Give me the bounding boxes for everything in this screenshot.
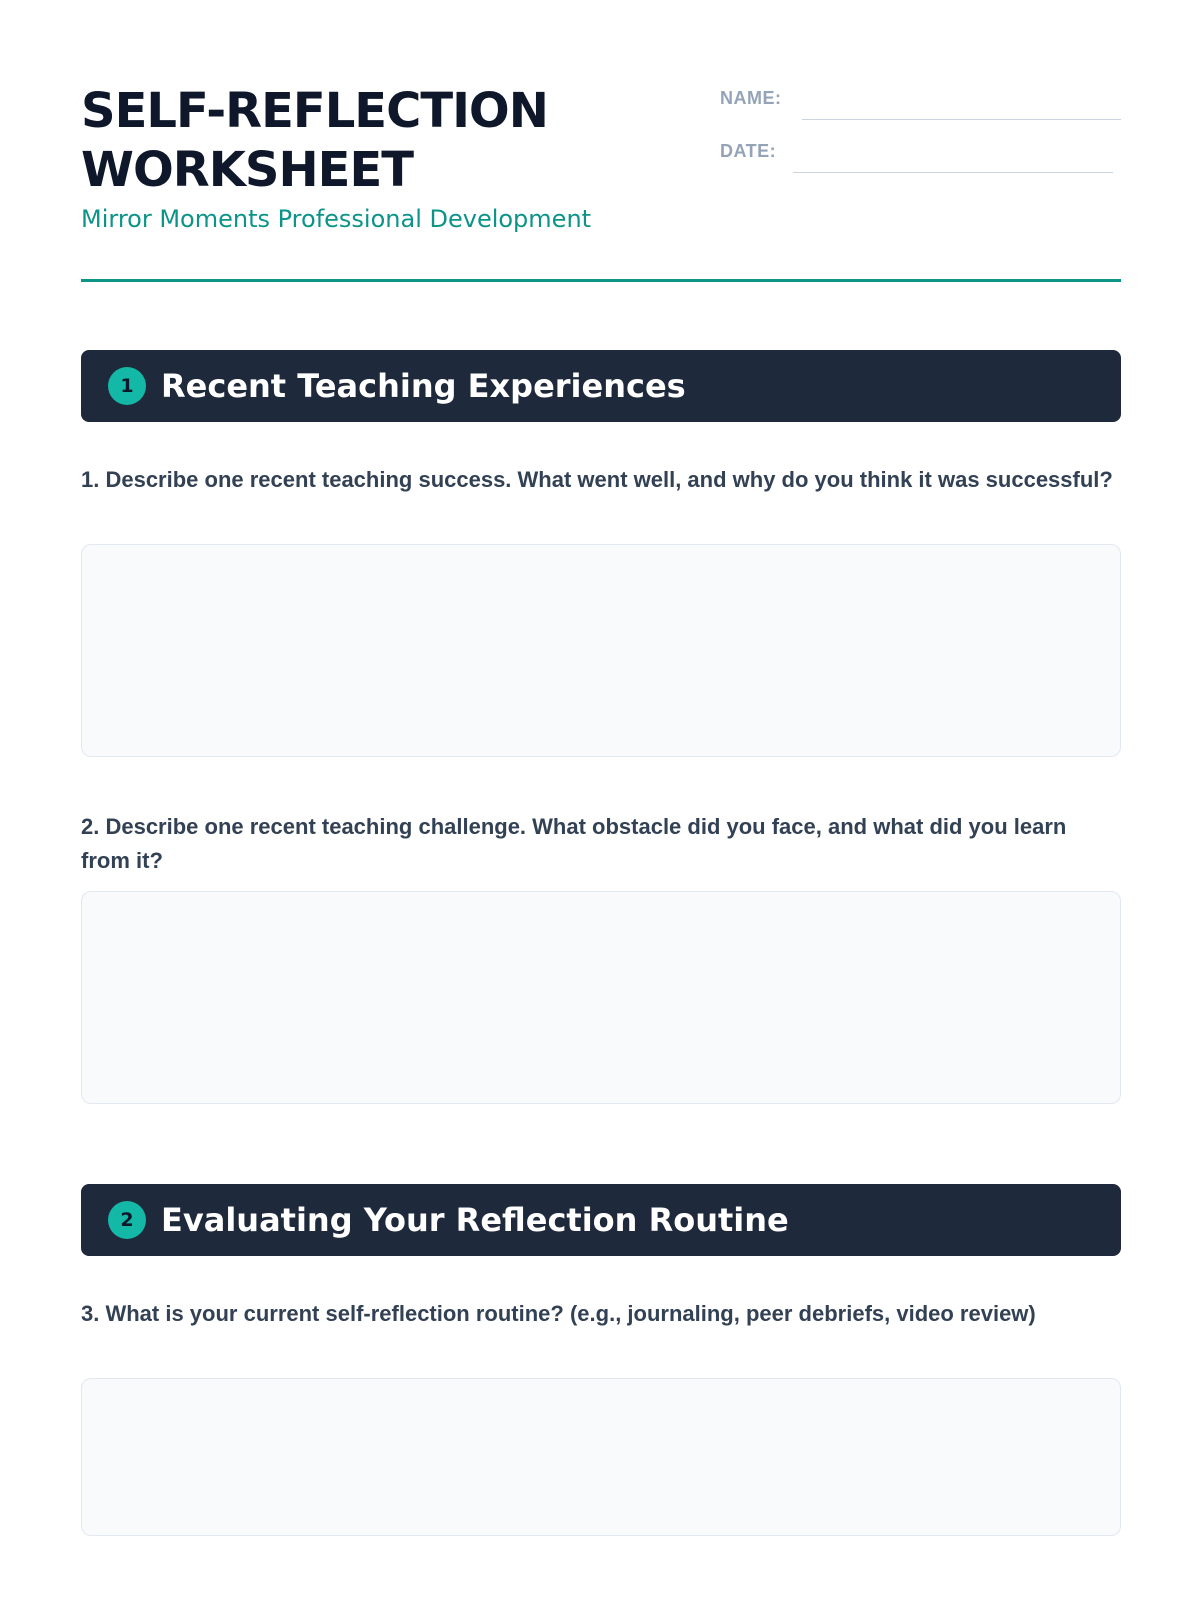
page-title xyxy=(81,82,641,200)
question-1: 1. Describe one recent teaching success. What went well, and why do you think it was successful? xyxy=(81,467,1113,492)
answer-box-3[interactable] xyxy=(81,1378,1121,1536)
worksheet-header xyxy=(81,82,1121,282)
question-2: 2. Describe one recent teaching challenge. What obstacle did you face, and what did you learn from it? xyxy=(81,814,1067,873)
title-line-1: SELF-REFLECTION xyxy=(81,83,548,139)
worksheet-page xyxy=(81,0,1121,1600)
answer-box-2[interactable] xyxy=(81,891,1121,1104)
name-field[interactable] xyxy=(720,82,1121,120)
name-label: NAME: xyxy=(720,88,782,108)
section-number-badge: 2 xyxy=(108,1201,146,1239)
section-title: Evaluating Your Reflection Routine xyxy=(161,1201,789,1239)
page-subtitle: Mirror Moments Professional Development xyxy=(81,205,592,233)
title-line-2: WORKSHEET xyxy=(81,142,413,198)
name-input-line[interactable] xyxy=(802,119,1121,120)
date-label: DATE: xyxy=(720,141,777,161)
date-input-line[interactable] xyxy=(793,172,1113,173)
answer-box-1[interactable] xyxy=(81,544,1121,757)
section-header-1 xyxy=(81,350,1121,422)
section-header-2 xyxy=(81,1184,1121,1256)
section-number-badge: 1 xyxy=(108,367,146,405)
header-divider xyxy=(81,279,1121,282)
section-title: Recent Teaching Experiences xyxy=(161,367,686,405)
date-field[interactable] xyxy=(720,135,1121,173)
question-3: 3. What is your current self-reflection routine? (e.g., journaling, peer debriefs, video review) xyxy=(81,1301,1036,1326)
